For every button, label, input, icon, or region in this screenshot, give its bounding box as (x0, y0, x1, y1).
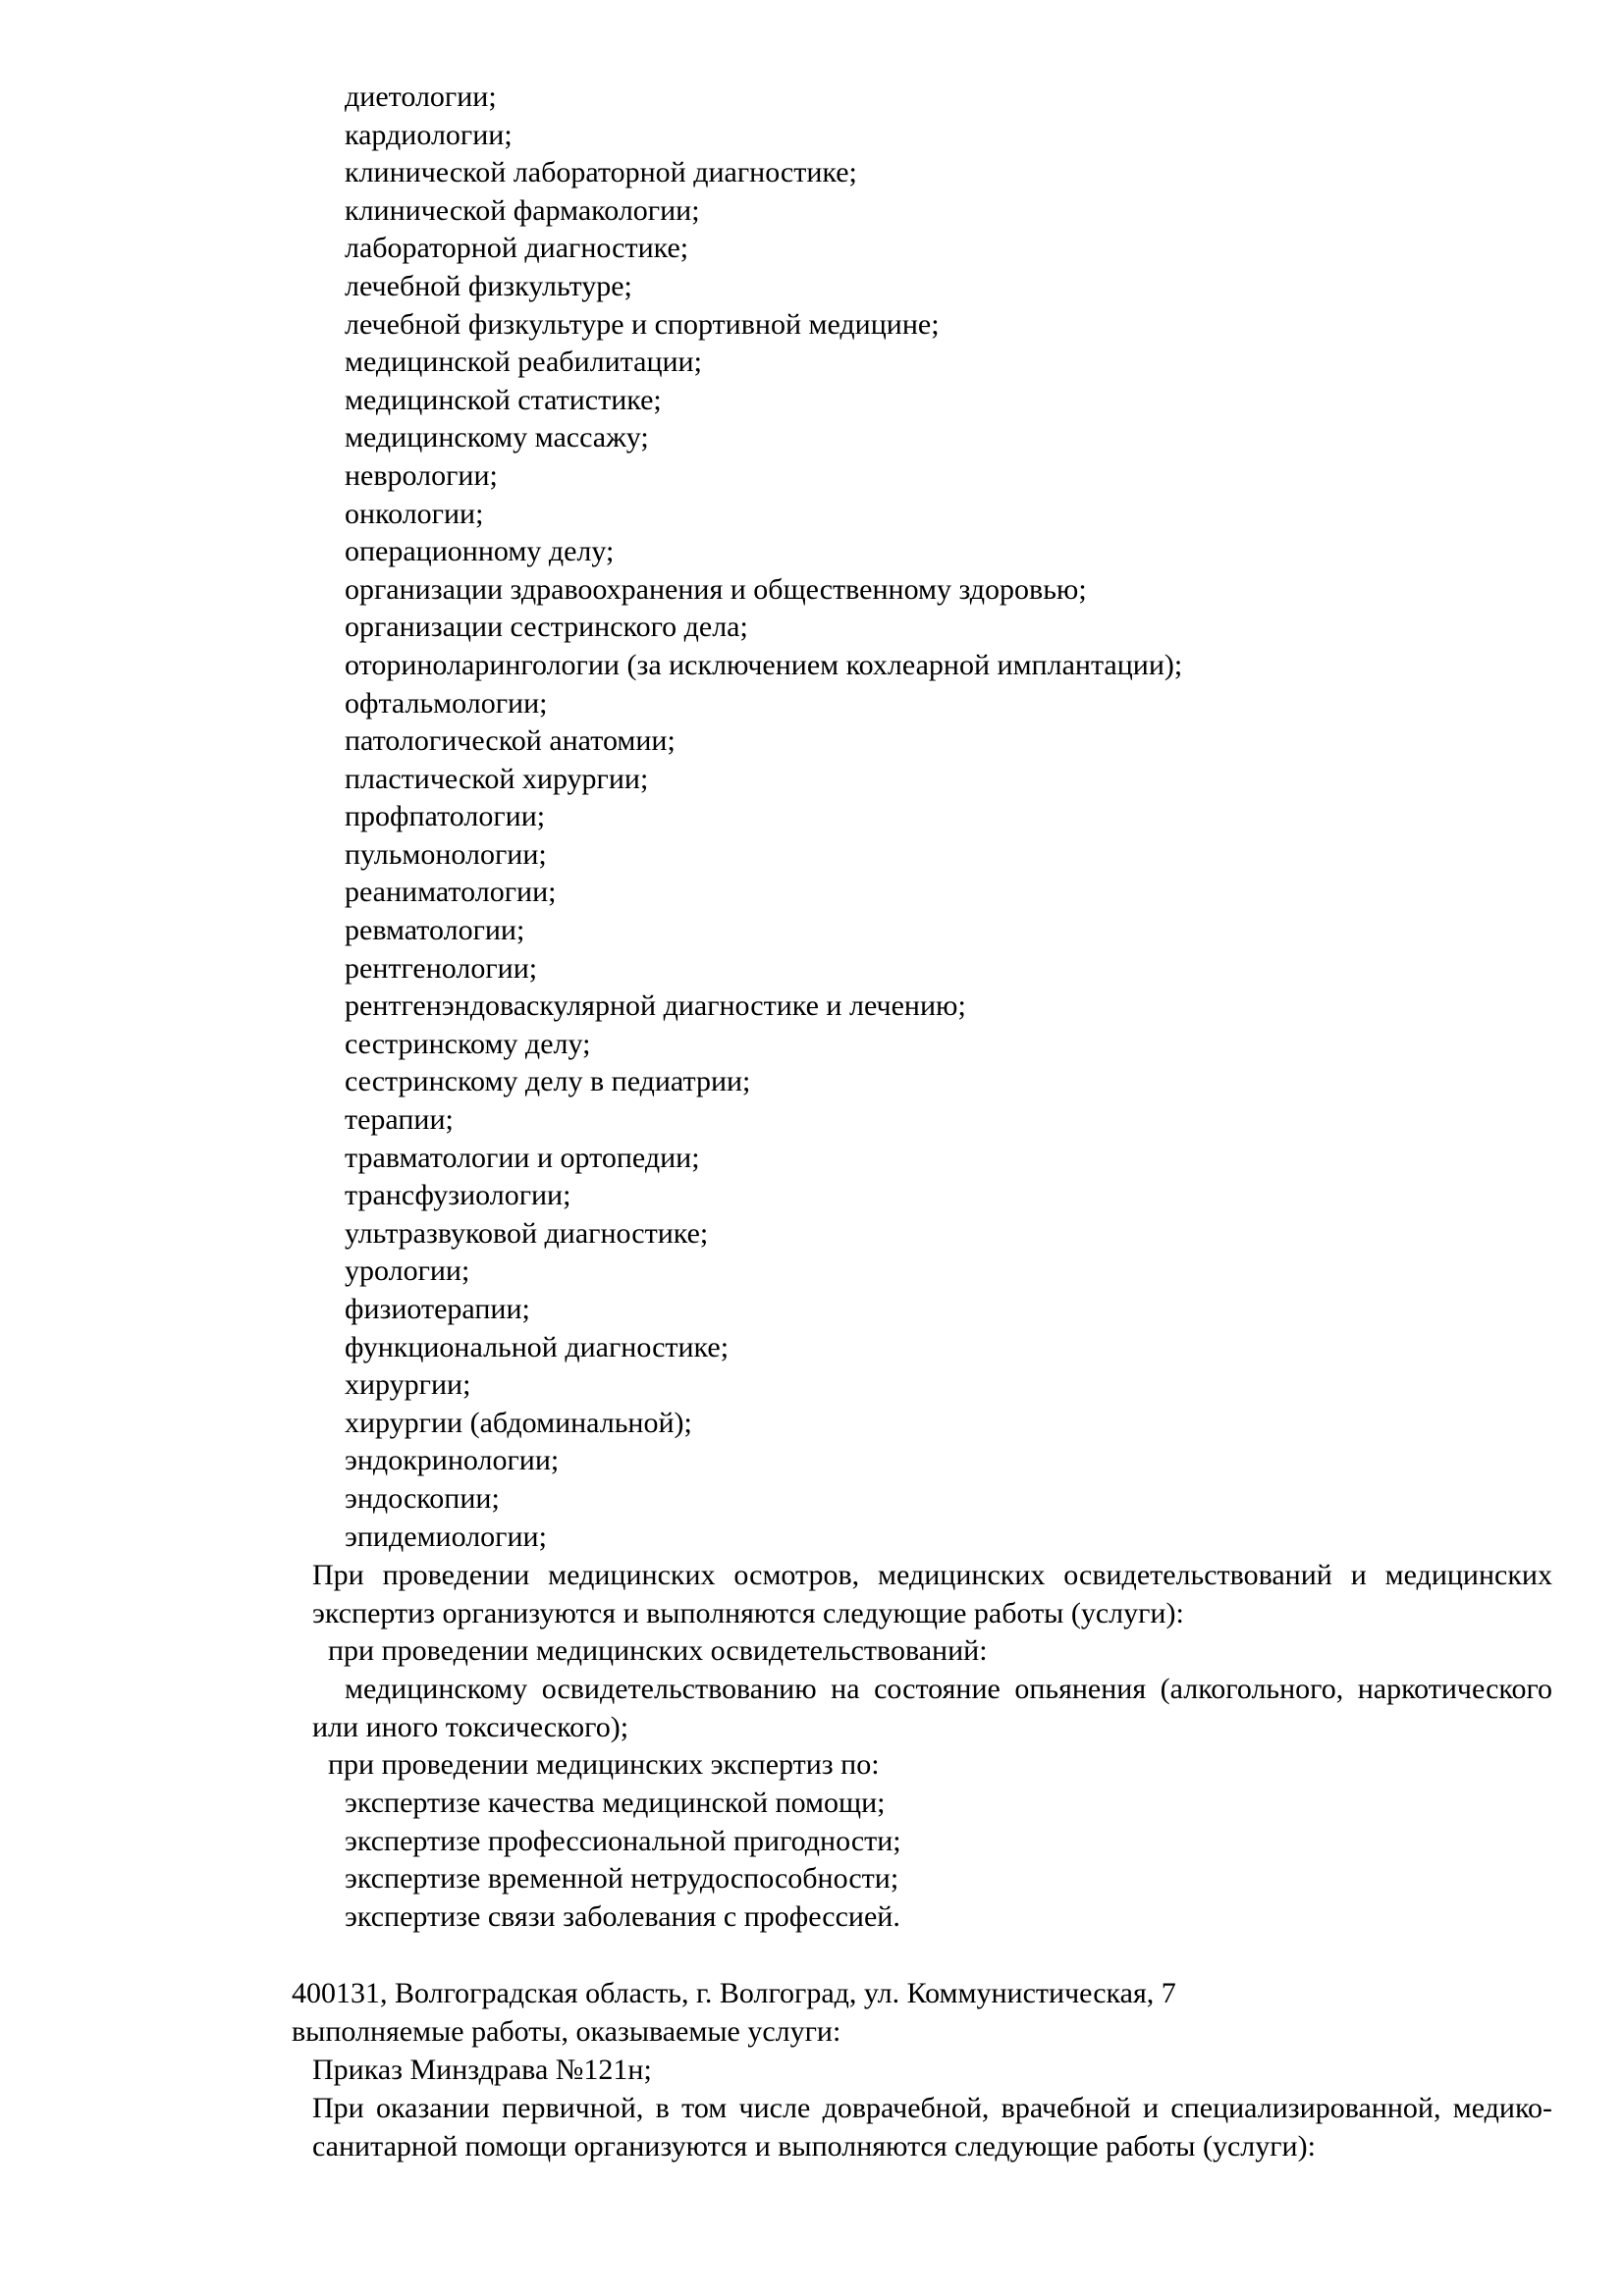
list-item: ультразвуковой диагностике; (345, 1216, 709, 1250)
list-item: экспертизе связи заболевания с профессией. (345, 1899, 900, 1933)
list-item: функциональной диагностике; (345, 1330, 730, 1363)
list-item: эндоскопии; (345, 1481, 500, 1515)
list-item: травматологии и ортопедии; (345, 1141, 700, 1174)
list-item: неврологии; (345, 458, 498, 492)
list-item: сестринскому делу; (345, 1027, 591, 1060)
list-item: хирургии; (345, 1368, 471, 1402)
primary-care-paragraph: При оказании первичной, в том числе доврачебной, врачебной и специализированной, медико-санитарной помощи организуются и выполняются следующие работы (услуги): (312, 2092, 1552, 2163)
list-item: лабораторной диагностике; (345, 232, 689, 265)
address: 400131, Волгоградская область, г. Волгоград, ул. Коммунистическая, 7 (292, 1977, 1176, 2009)
services-list (345, 79, 1182, 1556)
order-reference: Приказ Минздрава №121н; (312, 2054, 652, 2086)
list-item: рентгенэндоваскулярной диагностике и лечению; (345, 989, 966, 1023)
list-item: клинической лабораторной диагностике; (345, 156, 857, 189)
list-item: эндокринологии; (345, 1444, 560, 1477)
list-item: патологической анатомии; (345, 724, 676, 758)
list-item: лечебной физкультуре; (345, 269, 632, 302)
list-item: ревматологии; (345, 914, 525, 947)
list-item: пульмонологии; (345, 837, 547, 871)
expertise-list (345, 1785, 901, 1936)
list-item: экспертизе профессиональной пригодности; (345, 1824, 901, 1857)
list-item: оториноларингологии (за исключением кохлеарной имплантации); (345, 648, 1183, 681)
list-item: рентгенологии; (345, 951, 538, 985)
list-item: урологии; (345, 1255, 470, 1288)
list-item: организации здравоохранения и общественному здоровью; (345, 572, 1087, 606)
list-item: медицинской статистике; (345, 383, 662, 416)
expertise-heading: при проведении медицинских экспертиз по: (328, 1748, 880, 1781)
list-item: операционному делу; (345, 535, 615, 568)
list-item: экспертизе временной нетрудоспособности; (345, 1862, 899, 1896)
list-item: кардиологии; (345, 118, 513, 151)
list-item: профпатологии; (345, 800, 546, 833)
list-item: терапии; (345, 1103, 454, 1137)
list-item: лечебной физкультуре и спортивной медицине; (345, 307, 940, 341)
list-item: пластической хирургии; (345, 762, 649, 795)
list-item: медицинскому массажу; (345, 421, 649, 454)
list-item: эпидемиологии; (345, 1520, 547, 1553)
list-item: трансфузиологии; (345, 1179, 571, 1212)
list-item: сестринскому делу в педиатрии; (345, 1065, 751, 1098)
intoxication-paragraph: медицинскому освидетельствованию на состояние опьянения (алкогольного, наркотического или иного токсического); (312, 1673, 1552, 1743)
list-item: онкологии; (345, 497, 484, 530)
list-item: медицинской реабилитации; (345, 346, 702, 379)
exams-paragraph: При проведении медицинских осмотров, медицинских освидетельствований и медицинских экспертиз организуются и выполняются следующие работы (услуги): (312, 1559, 1552, 1629)
list-item: хирургии (абдоминальной); (345, 1406, 692, 1439)
certifications-heading: при проведении медицинских освидетельствований: (328, 1634, 988, 1667)
list-item: организации сестринского дела; (345, 611, 748, 644)
list-item: физиотерапии; (345, 1293, 530, 1325)
list-item: реаниматологии; (345, 876, 557, 909)
list-item: экспертизе качества медицинской помощи; (345, 1787, 886, 1819)
list-item: диетологии; (345, 80, 497, 113)
list-item: офтальмологии; (345, 686, 548, 720)
works-label: выполняемые работы, оказываемые услуги: (292, 2015, 841, 2048)
list-item: клинической фармакологии; (345, 193, 700, 227)
